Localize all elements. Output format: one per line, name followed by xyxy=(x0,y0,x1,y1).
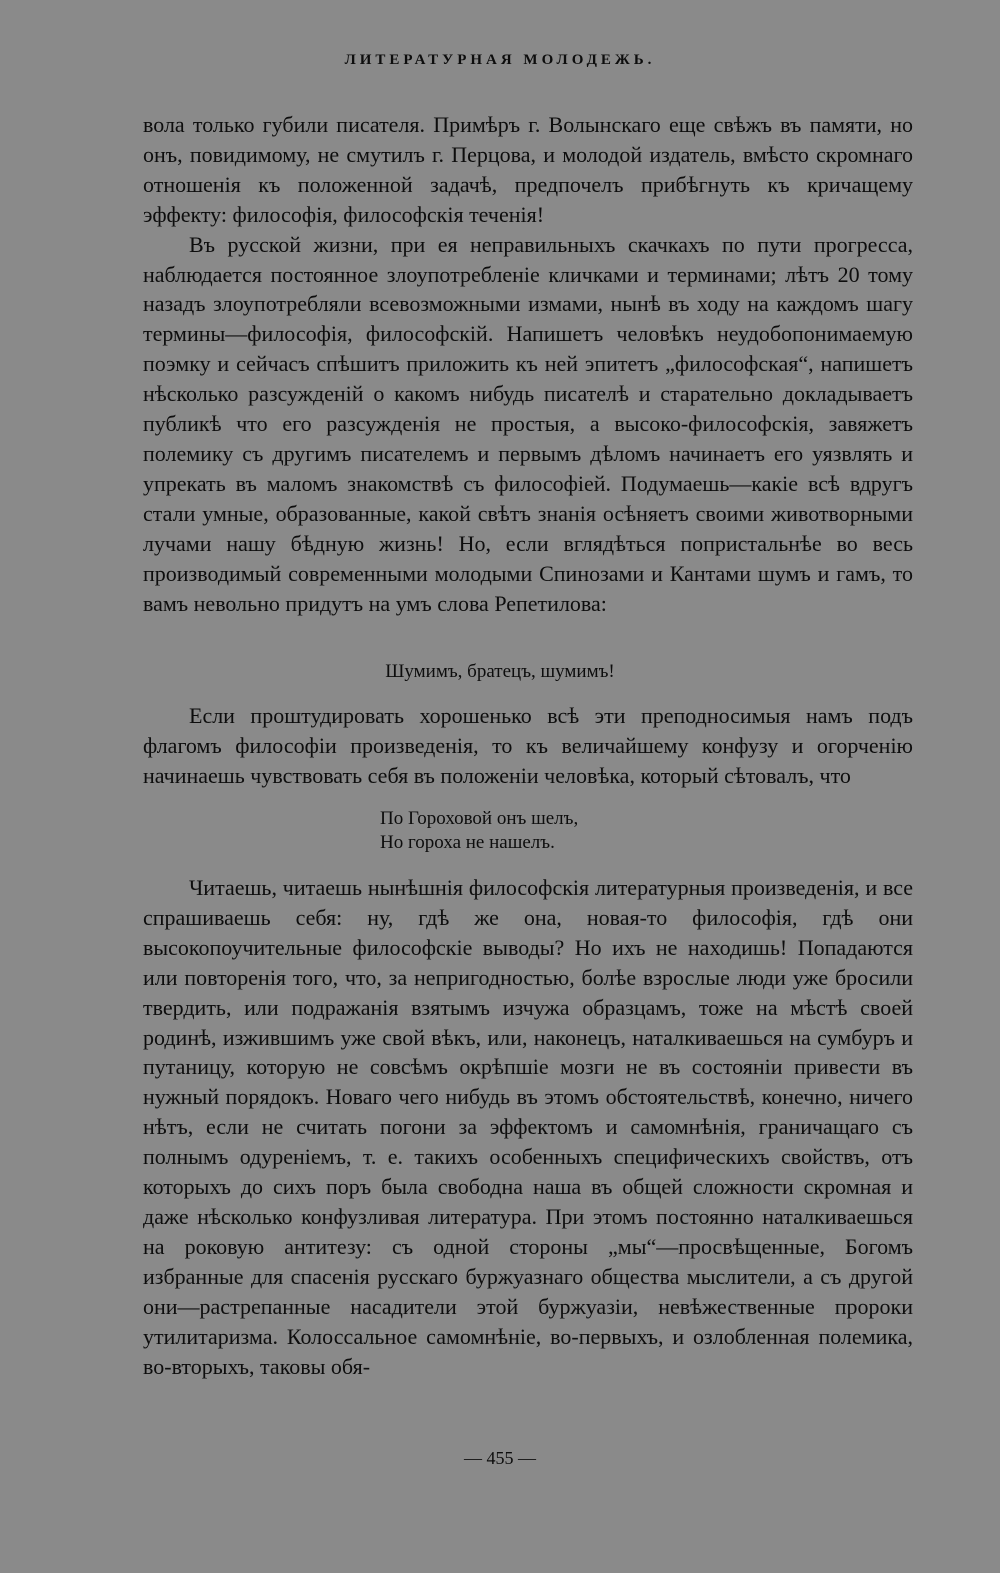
verse-line: Но гороха не нашелъ. xyxy=(380,832,555,853)
text-block-middle xyxy=(143,701,913,791)
verse-line: По Гороховой онъ шелъ, xyxy=(380,808,579,829)
paragraph-philosophy-works: Если проштудировать хорошенько всѣ эти преподносимыя намъ подъ флагомъ философіи произведенія, то къ величайшему конфузу и огорченію начинаешь чувствовать себя въ положеніи человѣка, который сѣтовалъ, что xyxy=(143,703,913,788)
verse-quote-gorokhovaya xyxy=(380,807,780,855)
paragraph-russian-life: Въ русской жизни, при ея неправильныхъ скачкахъ по пути прогресса, наблюдается постоянное злоупотребленіе кличками и терминами; лѣтъ 20 тому назадъ злоупотребляли всевозможными измами, нынѣ въ ходу на каждомъ шагу термины—философія, философскій. Напишетъ человѣкъ неудобопонимаемую поэмку и сейчасъ спѣшитъ приложить къ ней эпитетъ „философская“, напишетъ нѣсколько разсужденій о какомъ нибудь писателѣ и старательно докладываетъ публикѣ что его разсужденія не простыя, а высоко-философскія, завяжетъ полемику съ другимъ писателемъ и первымъ дѣломъ начинаетъ его уязвлять и упрекать въ маломъ знакомствѣ съ философіей. Подумаешь—какіе всѣ вдругъ стали умные, образованные, какой свѣтъ знанія осѣняетъ своими животворными лучами нашу бѣдную жизнь! Но, если вглядѣться попристальнѣе во весь производимый современными молодыми Спинозами и Кантами шумъ и гамъ, то вамъ невольно придутъ на умъ слова Репетилова: xyxy=(143,231,913,616)
paragraph-continuation: вола только губили писателя. Примѣръ г. Волынскаго еще свѣжъ въ памяти, но онъ, повидимому, не смутилъ г. Перцова, и молодой издатель, вмѣсто скромнаго отношенія къ положенной задачѣ, предпочелъ прибѣгнуть къ кричащему эффекту: философія, философскія теченія! xyxy=(143,112,913,227)
paragraph-reading: Читаешь, читаешь нынѣшнія философскія литературныя произведенія, и все спрашиваешь себя: ну, гдѣ же она, новая-то философія, гдѣ они высокопоучительные философскіе выводы? Но ихъ не находишь! Попадаются или повторенія того, что, за непригодностью, болѣе взрослые люди уже бросили твердить, или подражанія взятымъ изчужа образцамъ, тоже на мѣстѣ своей родинѣ, изжившимъ уже свой вѣкъ, или, наконецъ, наталкиваешься на сумбуръ и путаницу, которую не совсѣмъ окрѣпшіе мозги не въ состояніи привести въ нужный порядокъ. Новаго чего нибудь въ этомъ обстоятельствѣ, конечно, ничего нѣтъ, если не считать погони за эффектомъ и самомнѣнія, граничащаго съ полнымъ одуреніемъ, т. е. такихъ особенныхъ специфическихъ свойствъ, отъ которыхъ до сихъ поръ была свободна наша въ общей сложности скромная и даже нѣсколько конфузливая литература. При этомъ постоянно наталкиваешься на роковую антитезу: съ одной стороны „мы“—просвѣщенные, Богомъ избранные для спасенія русскаго буржуазнаго общества мыслители, а съ другой они—растрепанные насадители этой буржуазіи, невѣжественные пророки утилитаризма. Колоссальное самомнѣніе, во-первыхъ, и озлобленная полемика, во-вторыхъ, таковы обя- xyxy=(143,875,913,1379)
running-head: ЛИТЕРАТУРНАЯ МОЛОДЕЖЬ. xyxy=(344,52,656,68)
page-number: — 455 — xyxy=(464,1448,536,1468)
text-block-top xyxy=(143,110,913,618)
verse-quote-repetilov: Шумимъ, братецъ, шумимъ! xyxy=(385,661,615,682)
text-block-bottom xyxy=(143,873,913,1381)
